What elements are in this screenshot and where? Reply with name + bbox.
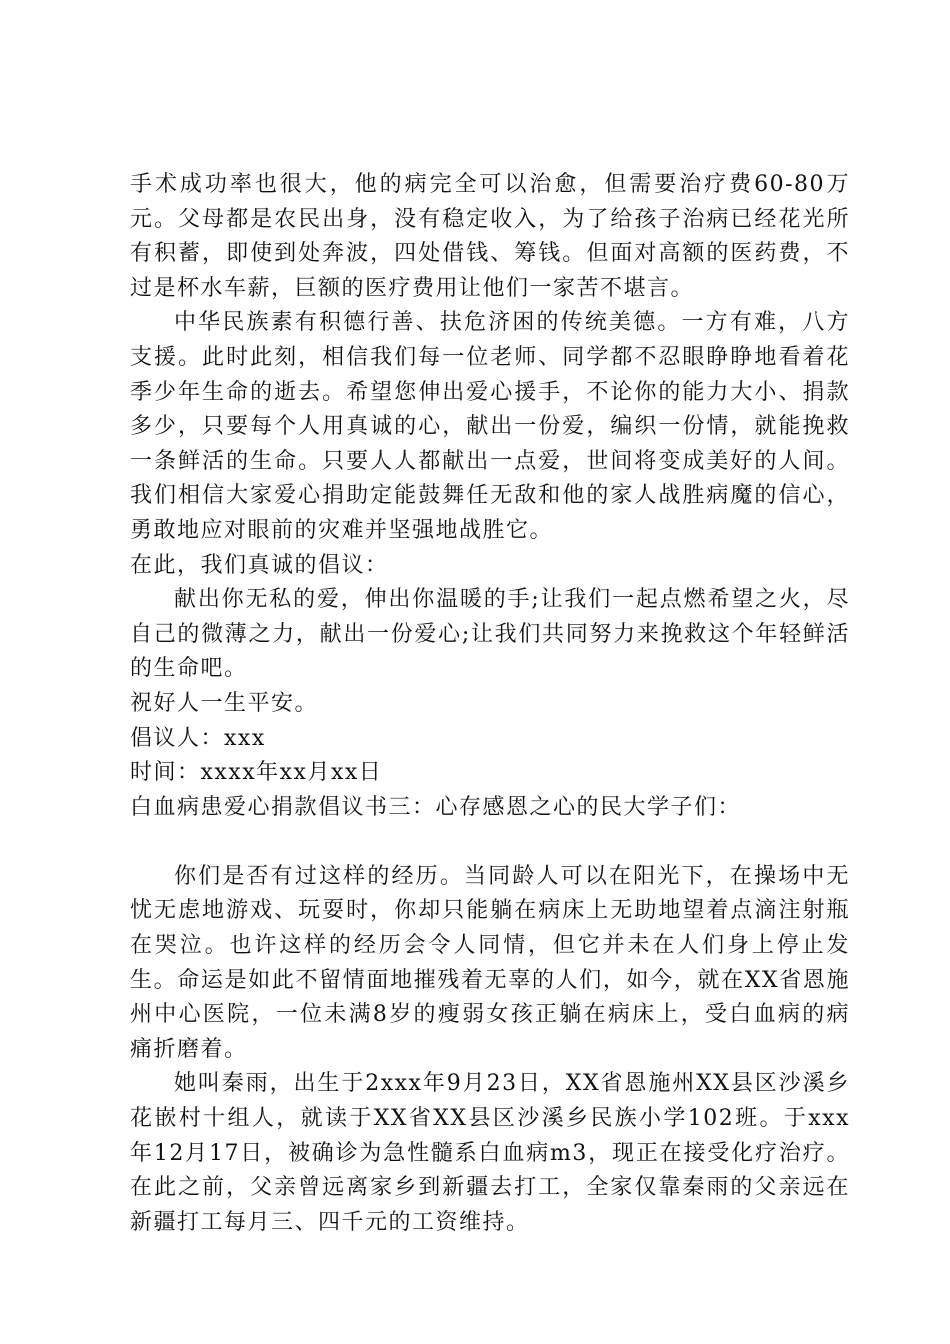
paragraph-date: 时间：xxxx年xx月xx日 bbox=[130, 760, 383, 786]
section-heading: 白血病患爱心捐款倡议书三：心存感恩之心的民大学子们： bbox=[130, 794, 742, 820]
blank-line bbox=[130, 825, 850, 860]
paragraph-patient-info: 她叫秦雨，出生于2xxx年9月23日，XX省恩施州XX县区沙溪乡花嵌村十组人，就读于XX省XX县区沙溪乡民族小学102班。于xxx年12月17日，被确诊为急性髓系白血病m3，现正在接受化疗治疗。在此之前，父亲曾远离家乡到新疆去打工，全家仅靠秦雨的父亲远在新疆打工每月三、四千元的工资维持。 bbox=[130, 1071, 850, 1235]
paragraph-blessing: 祝好人一生平安。 bbox=[130, 690, 319, 716]
paragraph-treatment-cost: 手术成功率也很大，他的病完全可以治愈，但需要治疗费60-80万元。父母都是农民出身，没有稳定收入，为了给孩子治病已经花光所有积蓄，即使到处奔波，四处借钱、筹钱。但面对高额的医药费，不过是杯水车薪，巨额的医疗费用让他们一家苦不堪言。 bbox=[130, 172, 850, 301]
paragraph-proposal-intro: 在此，我们真诚的倡议： bbox=[130, 552, 389, 578]
document-body bbox=[130, 168, 850, 1240]
paragraph-experience: 你们是否有过这样的经历。当同龄人可以在阳光下，在操场中无忧无虑地游戏、玩耍时，你却只能躺在病床上无助地望着点滴注射瓶在哭泣。也许这样的经历会令人同情，但它并未在人们身上停止发生。命运是如此不留情面地摧残着无辜的人们，如今，就在XX省恩施州中心医院，一位未满8岁的瘦弱女孩正躺在病床上，受白血病的病痛折磨着。 bbox=[130, 863, 850, 1062]
paragraph-appeal: 中华民族素有积德行善、扶危济困的传统美德。一方有难，八方支援。此时此刻，相信我们每一位老师、同学都不忍眼睁睁地看着花季少年生命的逝去。希望您伸出爱心援手，不论你的能力大小、捐款多少，只要每个人用真诚的心，献出一份爱，编织一份情，就能挽救一条鲜活的生命。只要人人都献出一点爱，世间将变成美好的人间。我们相信大家爱心捐助定能鼓舞任无敌和他的家人战胜病魔的信心，勇敢地应对眼前的灾难并坚强地战胜它。 bbox=[130, 310, 850, 543]
paragraph-proposal: 献出你无私的爱，伸出你温暖的手;让我们一起点燃希望之火，尽自己的微薄之力，献出一份爱心;让我们共同努力来挽救这个年轻鲜活的生命吧。 bbox=[130, 587, 850, 682]
paragraph-initiator: 倡议人：xxx bbox=[130, 725, 266, 751]
